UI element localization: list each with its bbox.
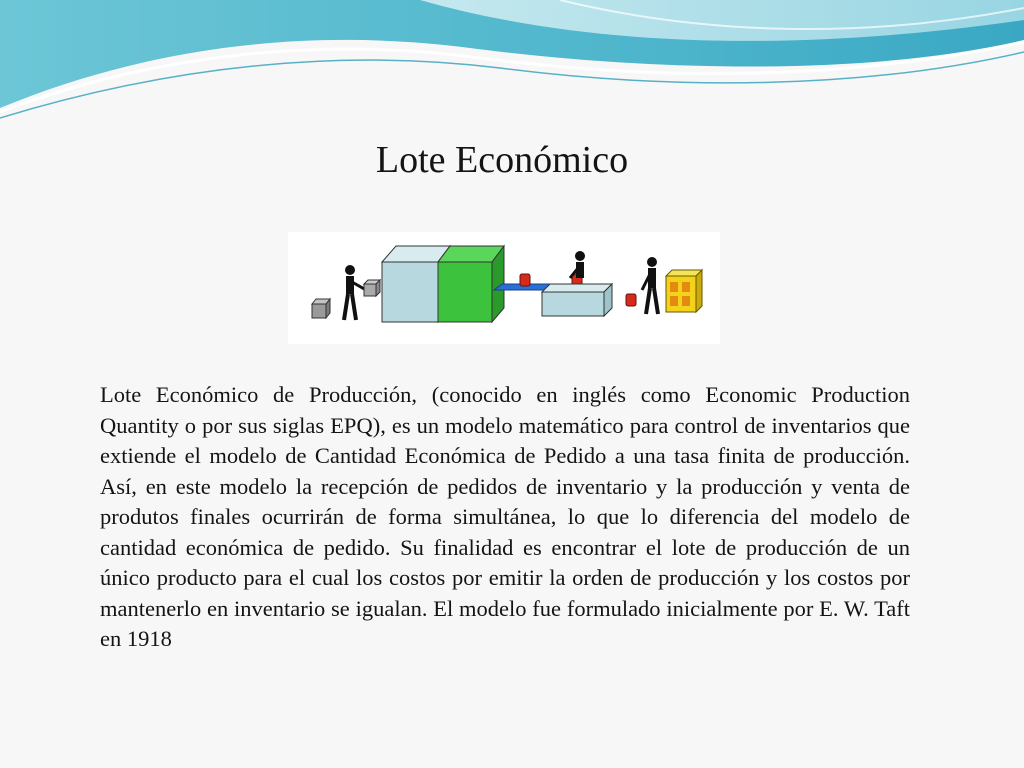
slide-body-text: Lote Económico de Producción, (conocido en inglés como Economic Production Quantity o por sus siglas EPQ), es un modelo matemático para control de inventarios que extiende el modelo de Cantidad Económica de Pedido a una tasa finita de producción. Así, en este modelo la recepción de pedidos de inventario y la producción y venta de produtos finales ocurrirán de forma simultánea, lo que lo diferencia del modelo de cantidad económica de pedido. Su finalidad es encontrar el lote de producción de un único producto para el cual los costos por emitir la orden de producción y los costos por mantenerlo en inventario se igualan. El modelo fue formulado inicialmente por E. W. Taft en 1918 xyxy=(100,382,910,651)
header-wave-decoration xyxy=(0,0,1024,130)
slide-title: Lote Económico xyxy=(375,139,629,181)
production-line-illustration xyxy=(288,232,720,344)
